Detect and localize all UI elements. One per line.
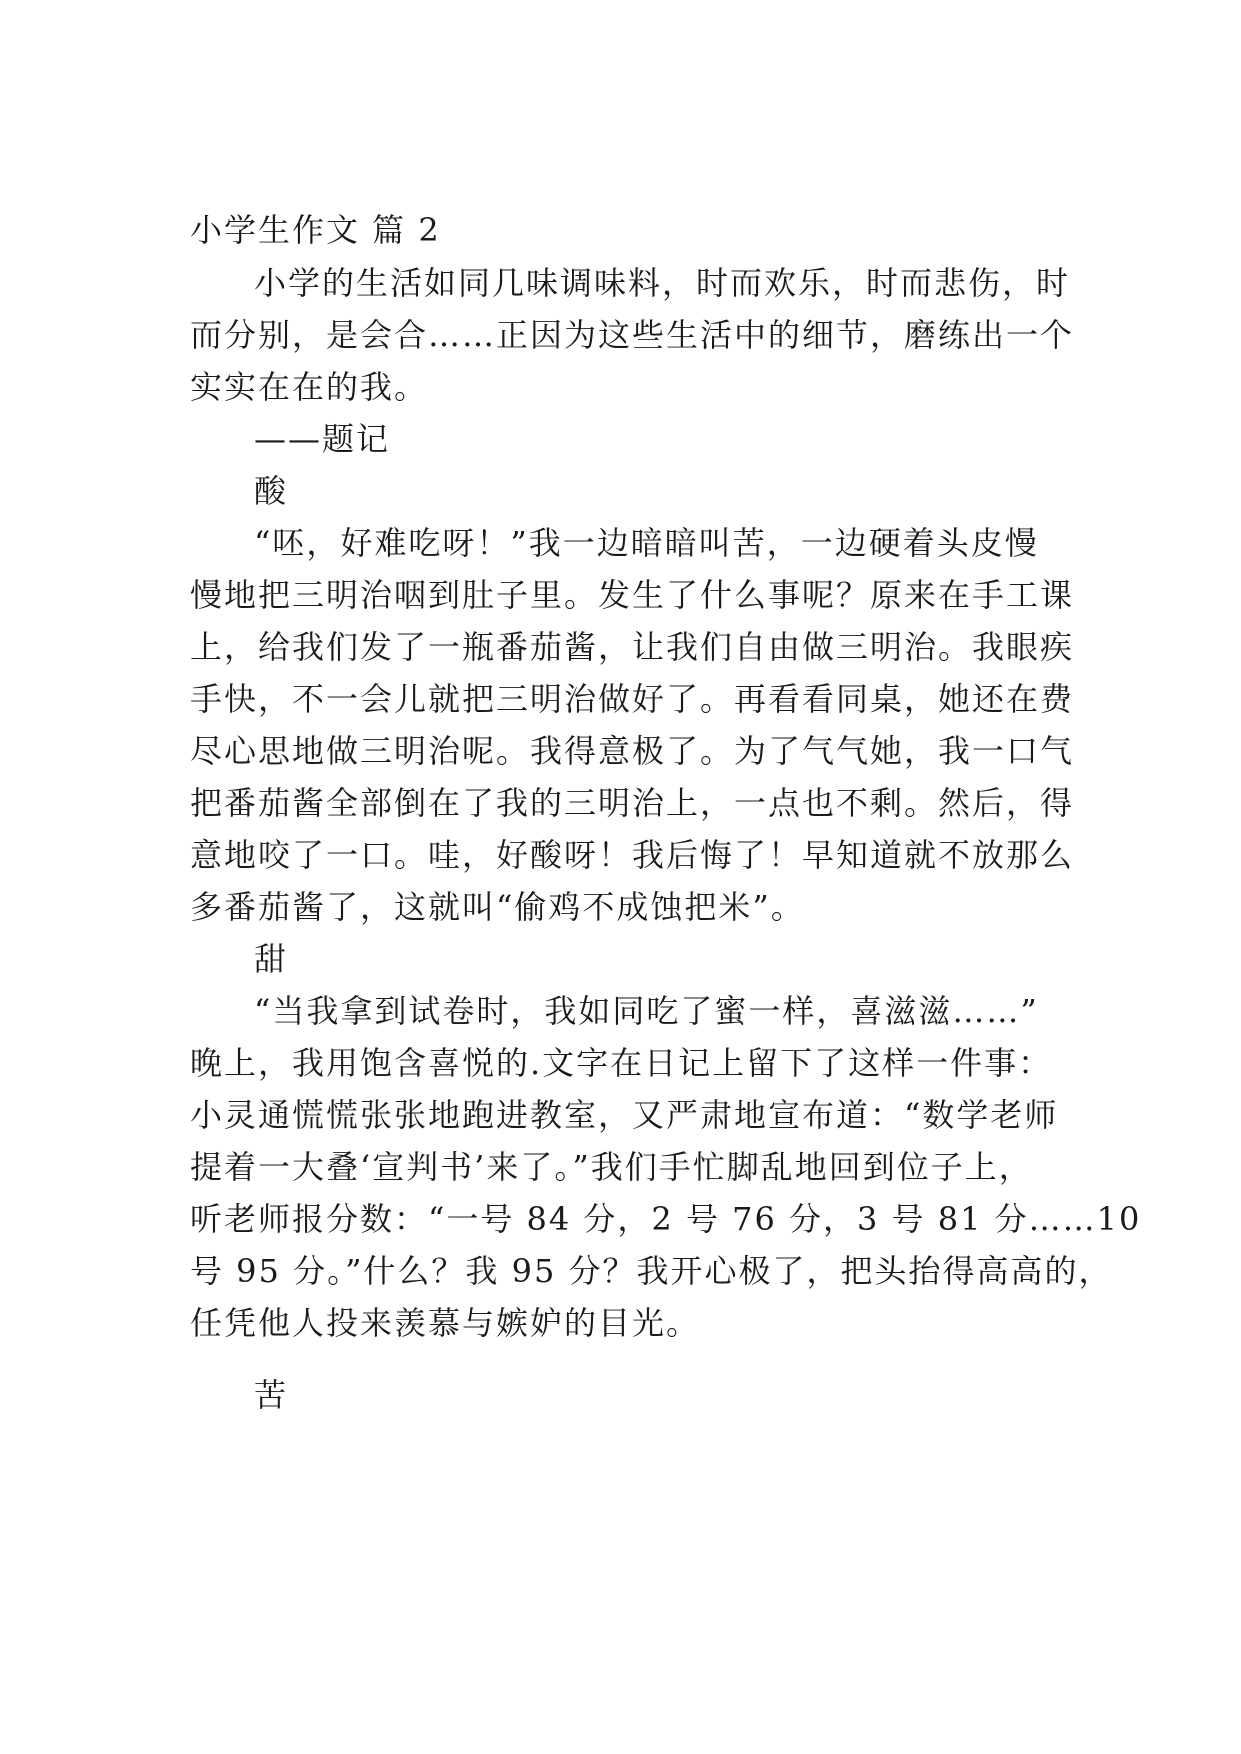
section-heading-sweet: 甜	[254, 940, 289, 978]
essay-title: 小学生作文 篇 2	[190, 211, 441, 249]
intro-line-1: 小学的生活如同几味调味料，时而欢乐，时而悲伤，时	[254, 264, 1071, 302]
sweet-paragraph-line: 小灵通慌慌张张地跑进教室，又严肃地宣布道：“数学老师	[190, 1096, 1059, 1134]
intro-line-2: 而分别，是会合……正因为这些生活中的细节，磨练出一个	[190, 316, 1075, 354]
intro-line-3: 实实在在的我。	[190, 368, 429, 406]
sour-paragraph-line: 意地咬了一口。哇，好酸呀！我后悔了！早知道就不放那么	[190, 836, 1075, 874]
epigraph-attribution: ——题记	[254, 420, 391, 458]
sour-paragraph-line: 手快，不一会儿就把三明治做好了。再看看同桌，她还在费	[190, 680, 1075, 718]
sweet-paragraph-line: 号 95 分。”什么？我 95 分？我开心极了，把头抬得高高的，	[190, 1252, 1113, 1290]
sour-paragraph-line: 多番茄酱了，这就叫“偷鸡不成蚀把米”。	[190, 888, 805, 926]
section-heading-sour: 酸	[254, 472, 289, 510]
sour-paragraph-line: 上，给我们发了一瓶番茄酱，让我们自由做三明治。我眼疾	[190, 628, 1075, 666]
sweet-paragraph-line: 听老师报分数：“一号 84 分，2 号 76 分，3 号 81 分……10	[190, 1200, 1142, 1238]
sweet-paragraph-line: 任凭他人投来羡慕与嫉妒的目光。	[190, 1304, 701, 1342]
section-heading-bitter: 苦	[254, 1376, 289, 1414]
sour-paragraph-line: 把番茄酱全部倒在了我的三明治上，一点也不剩。然后，得	[190, 784, 1075, 822]
sweet-paragraph-line: 晚上，我用饱含喜悦的.文字在日记上留下了这样一件事：	[190, 1044, 1053, 1082]
sour-paragraph-line: “呸，好难吃呀！”我一边暗暗叫苦，一边硬着头皮慢	[254, 524, 1039, 562]
sweet-paragraph-line: “当我拿到试卷时，我如同吃了蜜一样，喜滋滋……”	[254, 992, 1039, 1030]
sour-paragraph-line: 尽心思地做三明治呢。我得意极了。为了气气她，我一口气	[190, 732, 1075, 770]
sweet-paragraph-line: 提着一大叠‘宣判书’来了。”我们手忙脚乱地回到位子上，	[190, 1148, 1033, 1186]
sour-paragraph-line: 慢地把三明治咽到肚子里。发生了什么事呢？原来在手工课	[190, 576, 1075, 614]
